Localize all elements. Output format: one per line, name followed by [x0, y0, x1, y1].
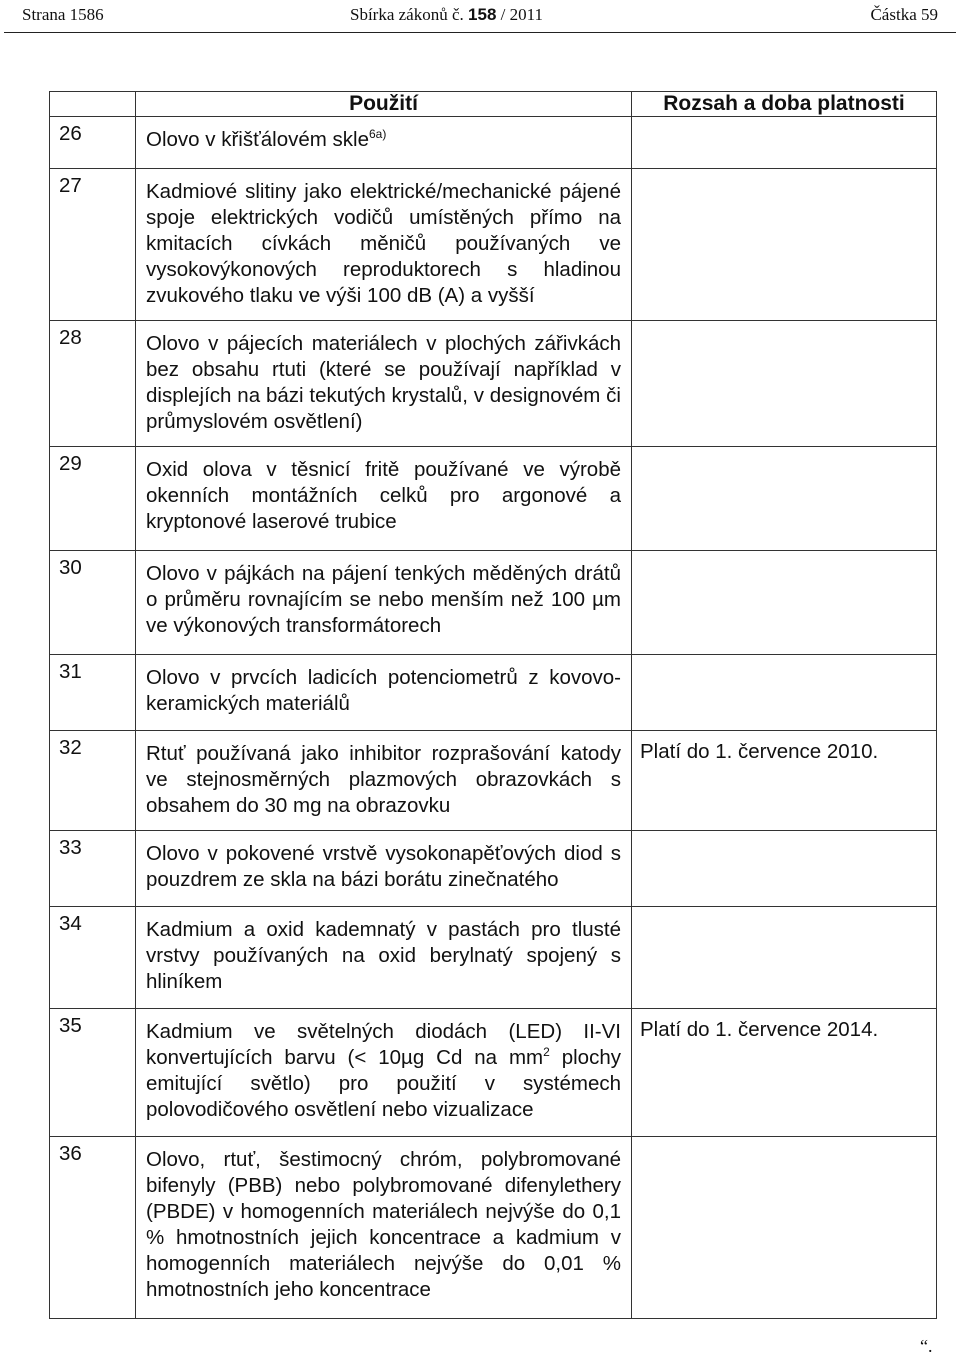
row-number: 35	[50, 1009, 136, 1137]
use-text: Olovo v pájecích materiálech v plochých zářivkách bez obsahu rtuti (které se používají například v displejích na bázi tekutých krystalů, v designovém či průmyslovém osvětlení)	[146, 332, 621, 433]
header-validity: Rozsah a doba platnosti	[632, 92, 937, 117]
use-cell	[136, 1137, 632, 1319]
use-cell	[136, 551, 632, 655]
table-row	[50, 169, 937, 321]
validity-text: Platí do 1. července 2014.	[640, 1018, 879, 1041]
validity-cell	[632, 1137, 937, 1319]
table-row	[50, 831, 937, 907]
use-cell	[136, 655, 632, 731]
use-text: Oxid olova v těsnicí fritě používané ve výrobě okenních montážních celků pro argonové a kryptonové laserové trubice	[146, 458, 621, 533]
validity-cell	[632, 117, 937, 169]
table-row	[50, 1137, 937, 1319]
use-cell	[136, 831, 632, 907]
row-number: 33	[50, 831, 136, 907]
use-text: Olovo v pokovené vrstvě vysokonapěťových diod s pouzdrem ze skla na bázi borátu zinečnatého	[146, 842, 621, 891]
validity-cell	[632, 907, 937, 1009]
validity-cell	[632, 321, 937, 447]
row-number: 32	[50, 731, 136, 831]
header-rule	[4, 32, 956, 33]
validity-text: Platí do 1. července 2010.	[640, 740, 879, 763]
table-row	[50, 447, 937, 551]
table-row	[50, 731, 937, 831]
row-number: 34	[50, 907, 136, 1009]
header-use: Použití	[136, 92, 632, 117]
use-text: Olovo v pájkách na pájení tenkých měděných drátů o průměru rovnajícím se nebo menším než 100 µm ve výkonových transformátorech	[146, 562, 621, 637]
table-row	[50, 117, 937, 169]
row-number: 31	[50, 655, 136, 731]
table-row	[50, 551, 937, 655]
use-text: Olovo v prvcích ladicích potenciometrů z kovovo-keramických materiálů	[146, 666, 621, 715]
header-num-cell	[50, 92, 136, 117]
validity-cell	[632, 831, 937, 907]
footnote-ref: 6a)	[369, 127, 387, 142]
use-text: Rtuť používaná jako inhibitor rozprašování katody ve stejnosměrných plazmových obrazovkách s obsahem do 30 mg na obrazovku	[146, 742, 621, 817]
collection-reference	[350, 5, 543, 25]
use-cell	[136, 117, 632, 169]
row-number: 30	[50, 551, 136, 655]
table-header-row	[50, 92, 937, 117]
use-cell	[136, 169, 632, 321]
page-number: Strana 1586	[22, 5, 104, 24]
use-text: Kadmium ve světelných diodách (LED) II-VI konvertujících barvu (< 10µg Cd na mm	[146, 1020, 621, 1069]
row-number: 36	[50, 1137, 136, 1319]
table-row	[50, 321, 937, 447]
collection-prefix: Sbírka zákonů č.	[350, 5, 464, 24]
use-cell	[136, 447, 632, 551]
table-row	[50, 907, 937, 1009]
use-cell	[136, 731, 632, 831]
use-text: Kadmiové slitiny jako elektrické/mechanické pájené spoje elektrických vodičů umístěných přímo na kmitacích cívkách měničů používaných ve vysokovýkonových reproduktorech s hladinou zvukového tlaku ve výši 100 dB (A) a vyšší	[146, 180, 621, 307]
row-number: 29	[50, 447, 136, 551]
part-number: Částka 59	[870, 5, 938, 24]
validity-cell	[632, 551, 937, 655]
use-cell	[136, 321, 632, 447]
use-text: Olovo, rtuť, šestimocný chróm, polybromované bifenyly (PBB) nebo polybromované difenylethery (PBDE) v homogenních materiálech nejvýše do 0,1 % hmotnostních jejich koncentrace a kadmium v homogenních materiálech nejvýše do 0,01 % hmotnostních jeho koncentrace	[146, 1148, 621, 1301]
use-text-continued: plochy emitující světlo) pro použití v systémech polovodičového osvětlení nebo vizualizace	[146, 1046, 621, 1121]
validity-cell	[632, 169, 937, 321]
row-number: 26	[50, 117, 136, 169]
use-cell	[136, 907, 632, 1009]
validity-cell	[632, 447, 937, 551]
superscript-2: 2	[543, 1045, 550, 1060]
use-text: Kadmium a oxid kademnatý v pastách pro tlusté vrstvy používaných na oxid berylnatý spojený s hliníkem	[146, 918, 621, 993]
use-text: Olovo v křišťálovém skle	[146, 128, 369, 151]
row-number: 27	[50, 169, 136, 321]
collection-number: 158	[468, 5, 497, 24]
exemptions-table	[49, 91, 937, 1319]
validity-cell	[632, 1009, 937, 1137]
collection-year: / 2011	[500, 5, 543, 24]
use-cell	[136, 1009, 632, 1137]
page-header	[0, 0, 960, 34]
table-row	[50, 655, 937, 731]
row-number: 28	[50, 321, 136, 447]
table-row	[50, 1009, 937, 1137]
validity-cell	[632, 731, 937, 831]
closing-quote-mark: “.	[920, 1336, 933, 1356]
validity-cell	[632, 655, 937, 731]
